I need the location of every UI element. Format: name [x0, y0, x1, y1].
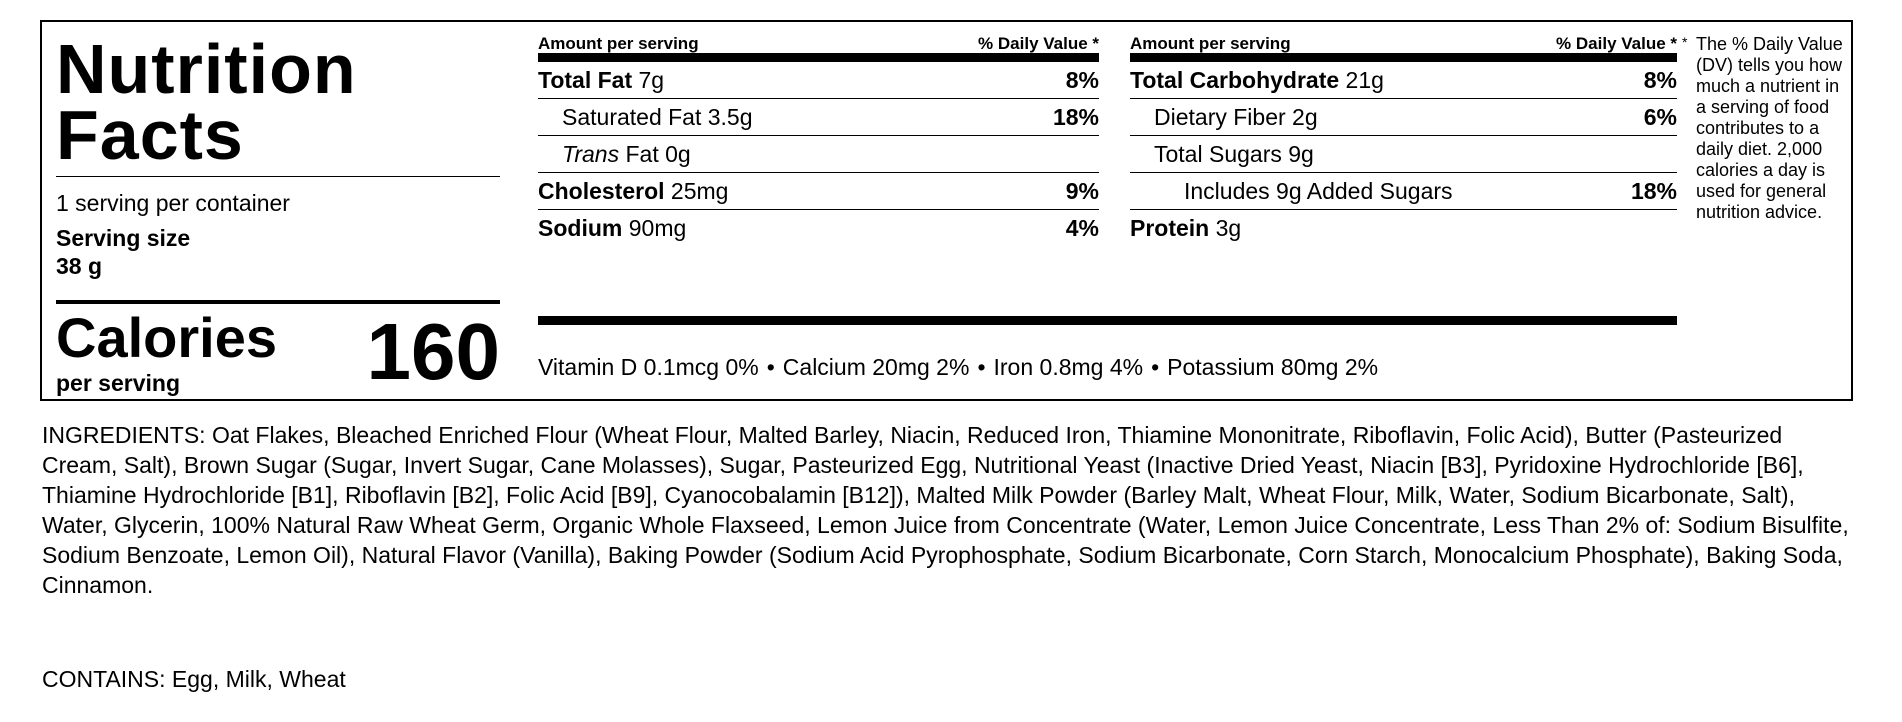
nutrient-row-trans-fat	[538, 136, 1099, 173]
allergen-statement: CONTAINS: Egg, Milk, Wheat	[42, 666, 346, 692]
nutrient-name: Includes 9g Added Sugars	[1184, 177, 1453, 204]
potassium: Potassium 80mg 2%	[1167, 354, 1379, 380]
nutrient-row-dietary-fiber	[1130, 99, 1677, 136]
thick-divider	[538, 316, 1677, 325]
nutrient-amount: Fat 0g	[625, 140, 691, 167]
bullet-separator: •	[977, 354, 986, 380]
servings-per-container: 1 serving per container	[56, 190, 290, 216]
nutrient-row-added-sugars	[1130, 173, 1677, 210]
divider	[56, 176, 500, 177]
serving-size-value: 38 g	[56, 253, 103, 279]
nutrient-row-total-fat	[538, 62, 1099, 99]
table-header	[1130, 34, 1677, 62]
footnote-text: The % Daily Value (DV) tells you how much a nutrient in a serving of food contributes to a daily diet. 2,000 calories a day is used for general nutrition advice.	[1696, 34, 1843, 222]
serving-size	[56, 224, 190, 280]
nutrient-dv: 4%	[1065, 215, 1099, 241]
daily-value-header: % Daily Value *	[978, 34, 1099, 53]
nutrient-row-cholesterol	[538, 173, 1099, 210]
nutrient-dv: 6%	[1643, 103, 1677, 130]
calories-subtitle: per serving	[56, 370, 180, 396]
nutrient-dv: 18%	[1052, 103, 1099, 130]
bullet-separator: •	[1151, 354, 1160, 380]
iron: Iron 0.8mg 4%	[993, 354, 1144, 380]
amount-header: Amount per serving	[1130, 34, 1291, 53]
divider	[56, 300, 500, 304]
vitamin-d: Vitamin D 0.1mcg 0%	[538, 354, 759, 380]
nutrient-name: Total Fat	[538, 66, 633, 93]
nutrient-row-total-carbohydrate	[1130, 62, 1677, 99]
amount-header: Amount per serving	[538, 34, 699, 53]
nutrient-name: Saturated Fat	[562, 103, 702, 130]
daily-value-header: % Daily Value *	[1556, 34, 1677, 53]
calories-value: 160	[366, 307, 500, 396]
nutrient-dv: 8%	[1643, 66, 1677, 93]
label-title: Nutrition Facts	[56, 30, 357, 174]
nutrient-amount: 7g	[638, 66, 665, 93]
nutrient-name: Dietary Fiber	[1154, 103, 1286, 130]
nutrient-dv: 18%	[1630, 177, 1677, 204]
nutrient-table-right	[1130, 34, 1677, 247]
serving-size-label: Serving size	[56, 225, 191, 251]
nutrient-row-total-sugars	[1130, 136, 1677, 173]
nutrient-table-left	[538, 34, 1099, 247]
nutrient-name: Total Sugars	[1154, 140, 1282, 167]
nutrition-facts-label	[40, 20, 1853, 401]
vitamins-minerals	[538, 354, 1688, 381]
nutrient-row-sodium	[538, 210, 1099, 247]
footnote-star: *	[1682, 34, 1688, 50]
nutrient-amount: 2g	[1292, 103, 1318, 130]
label-left-column	[56, 30, 500, 395]
table-header	[538, 34, 1099, 62]
nutrient-row-saturated-fat	[538, 99, 1099, 136]
nutrient-amount: 25mg	[670, 177, 729, 204]
calories-label: Calories	[56, 306, 277, 369]
nutrient-row-protein	[1130, 210, 1677, 247]
nutrient-amount: 9g	[1288, 140, 1314, 167]
calcium: Calcium 20mg 2%	[782, 354, 970, 380]
nutrient-dv: 8%	[1065, 66, 1099, 93]
nutrient-amount: 21g	[1345, 66, 1384, 93]
daily-value-footnote	[1682, 34, 1854, 223]
nutrient-amount: 90mg	[628, 215, 687, 241]
bullet-separator: •	[766, 354, 775, 380]
nutrient-dv: 9%	[1065, 177, 1099, 204]
ingredients-list: INGREDIENTS: Oat Flakes, Bleached Enriched Flour (Wheat Flour, Malted Barley, Niacin, Reduced Iron, Thiamine Mononitrate, Riboflavin, Folic Acid), Butter (Pasteurized Cream, Salt), Brown Sugar (Sugar, Invert Sugar, Cane Molasses), Sugar, Pasteurized Egg, Nutritional Yeast (Inactive Dried Yeast, Niacin [B3], Pyridoxine Hydrochloride [B6], Thiamine Hydrochloride [B1], Riboflavin [B2], Folic Acid [B9], Cyanocobalamin [B12]), Malted Milk Powder (Barley Malt, Wheat Flour, Milk, Water, Sodium Bicarbonate, Salt), Water, Glycerin, 100% Natural Raw Wheat Germ, Organic Whole Flaxseed, Lemon Juice from Concentrate (Water, Lemon Juice Concentrate, Less Than 2% of: Sodium Bisulfite, Sodium Benzoate, Lemon Oil), Natural Flavor (Vanilla), Baking Powder (Sodium Acid Pyrophosphate, Sodium Bicarbonate, Corn Starch, Monocalcium Phosphate), Baking Soda, Cinnamon.	[42, 422, 1849, 598]
nutrient-name: Trans	[562, 140, 620, 167]
nutrient-name: Sodium	[538, 215, 623, 241]
nutrient-name: Total Carbohydrate	[1130, 66, 1340, 93]
nutrient-name: Protein	[1130, 215, 1210, 241]
nutrient-name: Cholesterol	[538, 177, 665, 204]
nutrient-amount: 3g	[1215, 215, 1242, 241]
nutrient-amount: 3.5g	[707, 103, 753, 130]
